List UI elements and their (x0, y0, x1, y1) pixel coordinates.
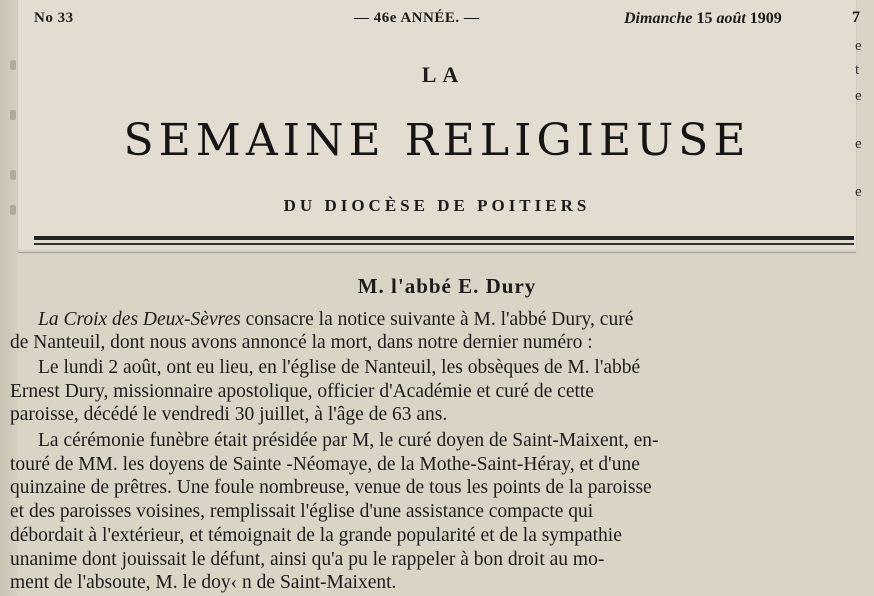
article-line: Le lundi 2 août, ont eu lieu, en l'église de Nanteuil, les obsèques de M. l'abbé (38, 357, 641, 378)
masthead-article: LA (421, 62, 465, 87)
side-letter: e (855, 184, 862, 200)
date-month: août (716, 10, 746, 27)
source-title: La Croix des Deux-Sèvres (38, 309, 241, 330)
article-line: de Nanteuil, dont nous avons annoncé la mort, dans notre dernier numéro : (10, 332, 593, 353)
header-rule-thin (34, 243, 854, 245)
page-number: 7 (852, 9, 860, 26)
margin-mark (10, 170, 16, 180)
article-title: M. l'abbé E. Dury (357, 274, 537, 298)
article-line: paroisse, décédé le vendredi 30 juillet, à l'âge de 63 ans. (10, 404, 448, 425)
article-line: unanime dont jouissait le défunt, ainsi qu'a pu le rappeler à bon droit au mo- (10, 549, 605, 570)
side-letter: e (855, 136, 862, 152)
article-line: quinzaine de prêtres. Une foule nombreuse, venue de tous les points de la paroisse (10, 477, 652, 498)
line-text: consacre la notice suivante à M. l'abbé Dury, curé (240, 309, 634, 330)
article-line: et des paroisses voisines, remplissait l'église d'une assistance compacte qui (10, 501, 594, 522)
date-year: 1909 (749, 10, 782, 27)
article-line: Ernest Dury, missionnaire apostolique, officier d'Académie et curé de cette (10, 381, 594, 402)
issue-date (624, 10, 782, 28)
article-line: ment de l'absoute, M. le doy‹ n de Saint-Maixent. (10, 572, 397, 593)
article-line (38, 309, 633, 331)
header-rule-thick (34, 236, 854, 240)
masthead-subtitle: DU DIOCÈSE DE POITIERS (283, 196, 591, 215)
side-letter: t (855, 62, 860, 78)
issue-number: No 33 (34, 10, 74, 26)
masthead-title: SEMAINE RELIGIEUSE (123, 115, 751, 166)
header-rule-bottom (18, 252, 856, 253)
date-num: 15 (696, 10, 713, 27)
side-letter: e (855, 38, 862, 54)
article-line: touré de MM. les doyens de Sainte -Néomaye, de la Mothe-Saint-Héray, et d'une (10, 454, 640, 475)
side-letter: e (855, 88, 862, 104)
article-line: La cérémonie funèbre était présidée par M, le curé doyen de Saint-Maixent, en- (38, 430, 659, 451)
year-line: — 46e ANNÉE. — (354, 10, 480, 26)
date-day: Dimanche (624, 10, 693, 27)
article-line: débordait à l'extérieur, et témoignait de la grande popularité et de la sympathie (10, 525, 622, 546)
